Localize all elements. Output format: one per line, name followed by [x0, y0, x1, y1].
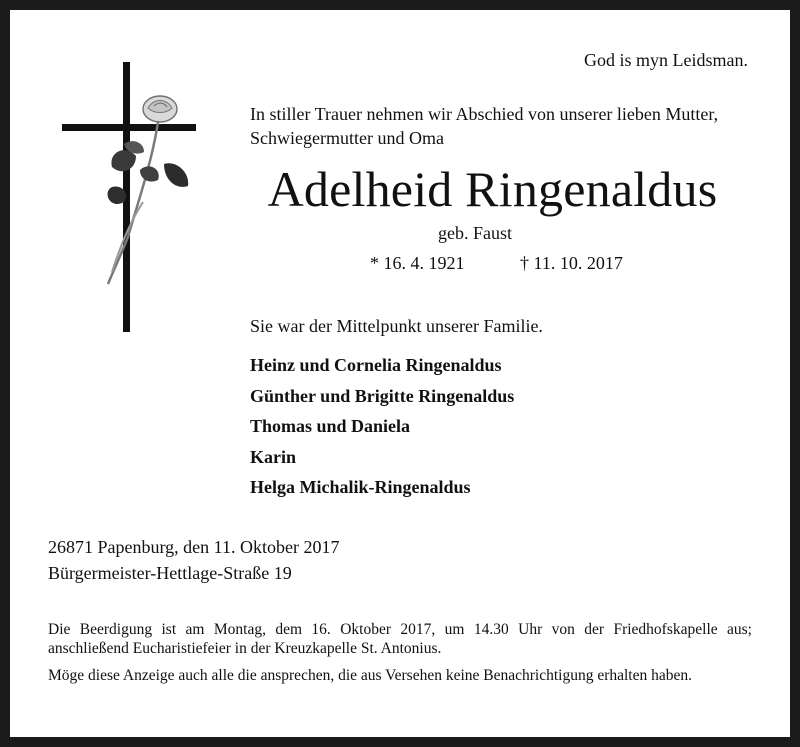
- mourners-list: [250, 350, 514, 503]
- family-statement: Sie war der Mittelpunkt unserer Familie.: [250, 316, 543, 336]
- mourner-name: Karin: [250, 446, 297, 467]
- closing-note: Möge diese Anzeige auch alle die ansprechen, die aus Versehen keine Benachrichtigung erhalten haben.: [48, 667, 692, 684]
- place-and-date: 26871 Papenburg, den 11. Oktober 2017: [48, 537, 340, 557]
- intro-text: [250, 102, 770, 150]
- mourner-name: Günther und Brigitte Ringenaldus: [250, 385, 515, 406]
- intro-line-1: In stiller Trauer nehmen wir Abschied von unserer lieben Mutter,: [250, 104, 719, 124]
- death-date: † 11. 10. 2017: [520, 253, 623, 273]
- street-address: Bürgermeister-Hettlage-Straße 19: [48, 563, 292, 583]
- intro-line-2: Schwiegermutter und Oma: [250, 128, 444, 148]
- funeral-info: Die Beerdigung ist am Montag, dem 16. Oktober 2017, um 14.30 Uhr von der Friedhofskapelle aus; anschließend Eucharistiefeier in der Kreuzkapelle St. Antonius.: [48, 621, 752, 657]
- birth-date: * 16. 4. 1921: [370, 253, 465, 273]
- mourner-name: Heinz und Cornelia Ringenaldus: [250, 355, 502, 375]
- maiden-name: geb. Faust: [438, 223, 512, 243]
- mourner-name: Thomas und Daniela: [250, 416, 411, 436]
- deceased-name: Adelheid Ringenaldus: [267, 161, 718, 217]
- mourner-name: Helga Michalik-Ringenaldus: [250, 477, 471, 497]
- motto-text: God is myn Leidsman.: [584, 50, 748, 70]
